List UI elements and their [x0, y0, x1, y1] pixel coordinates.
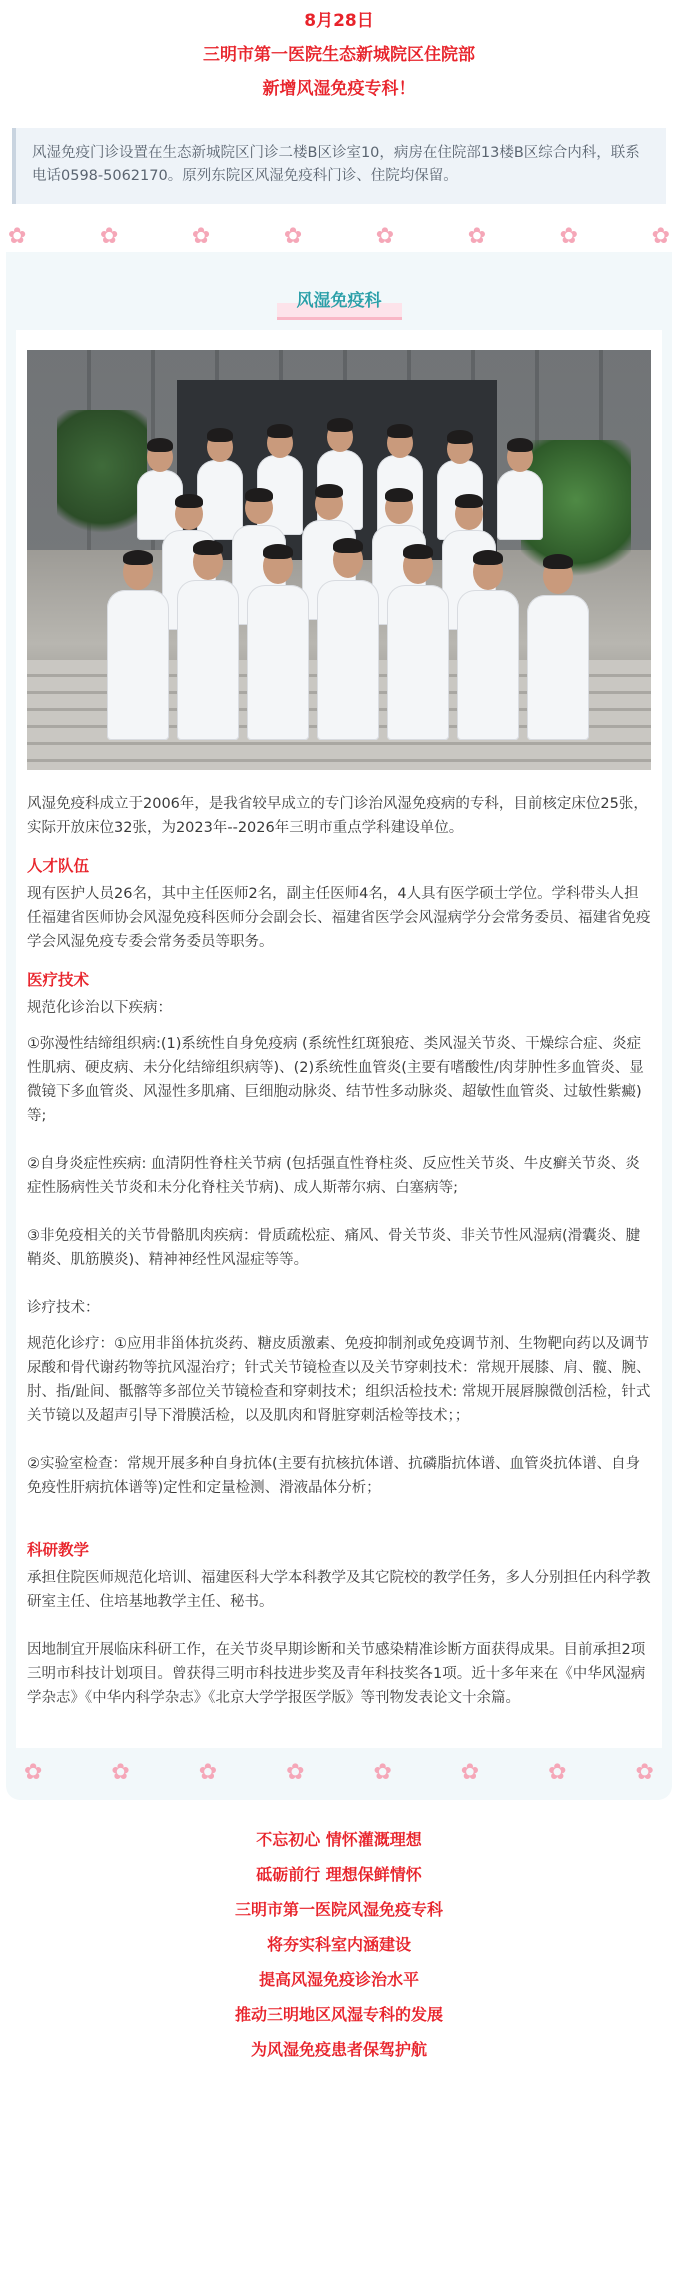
flower-icon: ✿ [373, 1760, 392, 1785]
flower-divider-bottom [16, 1758, 662, 1788]
flower-icon: ✿ [283, 224, 303, 249]
flower-icon: ✿ [467, 224, 487, 249]
notice-text: 风湿免疫门诊设置在生态新城院区门诊二楼B区诊室10，病房在住院部13楼B区综合内科，联系电话0598-5062170。原列东院区风湿免疫科门诊、住院均保留。 [32, 145, 640, 184]
content-card [16, 330, 662, 1748]
section-title: 风湿免疫科 [277, 282, 402, 320]
flower-icon: ✿ [191, 224, 211, 249]
research-paragraph-1: 承担住院医师规范化培训、福建医科大学本科教学及其它院校的教学任务，多人分别担任内科学教研室主任、住培基地教学主任、秘书。 [27, 1570, 651, 1610]
flower-icon: ✿ [286, 1760, 305, 1785]
team-photo [27, 350, 651, 770]
intro-paragraph: 风湿免疫科成立于2006年，是我省较早成立的专门诊治风湿免疫病的专科，目前核定床位25张，实际开放床位32张，为2023年--2026年三明市重点学科建设单位。 [27, 796, 648, 836]
header-date: 8月28日 [304, 11, 374, 31]
diag-item-1: 规范化诊疗：①应用非甾体抗炎药、糖皮质激素、免疫抑制剂或免疫调节剂、生物靶向药以及调节尿酸和骨代谢药物等抗风湿治疗；针式关节镜检查以及关节穿刺技术：常规开展膝、肩、髋、腕、肘、指/趾间、骶髂等多部位关节镜检查和穿刺技术；组织活检技术: 常规开展唇腺微创活检，针式关节镜以及超声引导下滑膜活检，以及肌肉和肾脏穿刺活检等技术；； [27, 1336, 651, 1424]
header-hospital: 三明市第一医院生态新城院区住院部 [203, 45, 475, 65]
flower-icon: ✿ [24, 1760, 43, 1785]
slogan-line: 不忘初心 情怀灌溉理想 [256, 1830, 422, 1849]
notice-box [12, 128, 666, 204]
header-announcement: 新增风湿免疫专科！ [262, 79, 416, 99]
diag-lead: 诊疗技术： [27, 1300, 100, 1316]
tech-item-1: ①弥漫性结缔组织病:(1)系统性自身免疫病 (系统性红斑狼疮、类风湿关节炎、干燥综合症、炎症性肌病、硬皮病、未分化结缔组织病等)、(2)系统性血管炎(主要有嗜酸性/肉芽肿性多血管炎、显微镜下多血管炎、风湿性多肌痛、巨细胞动脉炎、结节性多动脉炎、超敏性血管炎、过敏性紫癜)等; [27, 1036, 644, 1124]
closing-slogans [0, 1822, 678, 2067]
slogan-line: 将夯实科室内涵建设 [266, 1935, 411, 1954]
slogan-line: 提高风湿免疫诊治水平 [258, 1970, 419, 1989]
slogan-line: 为风湿免疫患者保驾护航 [250, 2040, 427, 2059]
research-heading: 科研教学 [27, 1541, 90, 1559]
research-paragraph-2: 因地制宜开展临床科研工作，在关节炎早期诊断和关节感染精准诊断方面获得成果。目前承担2项三明市科技计划项目。曾获得三明市科技进步奖及青年科技奖各1项。近十多年来在《中华风湿病学杂志》《中华内科学杂志》《北京大学学报医学版》等刊物发表论文十余篇。 [27, 1642, 646, 1706]
flower-icon: ✿ [635, 1760, 654, 1785]
flower-icon: ✿ [8, 224, 27, 249]
tech-heading: 医疗技术 [27, 971, 90, 989]
tech-item-2: ②自身炎症性疾病: 血清阴性脊柱关节病 (包括强直性脊柱炎、反应性关节炎、牛皮癣关节炎、炎症性肠病性关节炎和未分化脊柱关节病)、成人斯蒂尔病、白塞病等; [27, 1156, 640, 1196]
photo-staff-group [107, 420, 607, 740]
flower-icon: ✿ [99, 224, 119, 249]
flower-icon: ✿ [375, 224, 395, 249]
section-header [16, 282, 662, 320]
talent-paragraph: 现有医护人员26名，其中主任医师2名，副主任医师4名，4人具有医学硕士学位。学科带头人担任福建省医师协会风湿免疫科医师分会副会长、福建省医学会风湿病学分会常务委员、福建省免疫学会风湿免疫专委会常务委员等职务。 [27, 886, 651, 950]
flower-icon: ✿ [198, 1760, 218, 1785]
header [0, 0, 678, 106]
slogan-line: 砥砺前行 理想保鲜情怀 [256, 1865, 422, 1884]
flower-icon: ✿ [559, 224, 579, 249]
tech-lead: 规范化诊治以下疾病： [27, 1000, 172, 1016]
flower-icon: ✿ [548, 1760, 567, 1785]
flower-icon: ✿ [651, 224, 670, 249]
flower-icon: ✿ [460, 1760, 480, 1785]
slogan-line: 推动三明地区风湿专科的发展 [234, 2005, 443, 2024]
tech-item-3: ③非免疫相关的关节骨骼肌肉疾病：骨质疏松症、痛风、骨关节炎、非关节性风湿病(滑囊炎、腱鞘炎、肌筋膜炎)、精神神经性风湿症等等。 [27, 1228, 641, 1268]
diag-item-2: ②实验室检查：常规开展多种自身抗体(主要有抗核抗体谱、抗磷脂抗体谱、血管炎抗体谱、自身免疫性肝病抗体谱等)定性和定量检测、滑液晶体分析； [27, 1456, 641, 1496]
flower-icon: ✿ [111, 1760, 130, 1785]
slogan-line: 三明市第一医院风湿免疫专科 [234, 1900, 443, 1919]
department-section [6, 252, 672, 1800]
flower-divider-top [0, 222, 678, 252]
talent-heading: 人才队伍 [27, 857, 90, 875]
